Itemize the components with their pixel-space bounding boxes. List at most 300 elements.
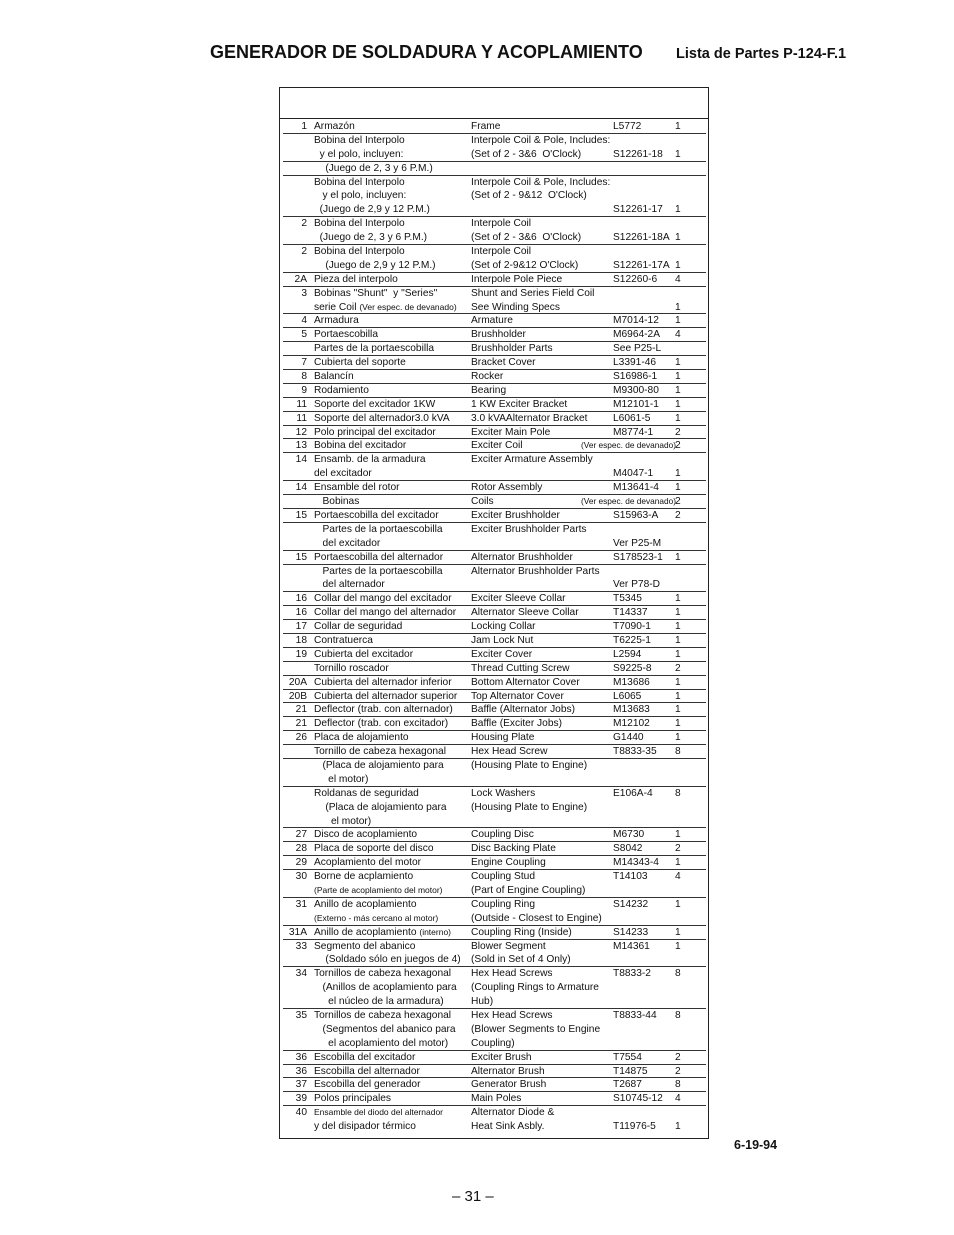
- description-spanish: Deflector (trab. con excitador): [314, 718, 449, 730]
- description-english: Hub): [471, 996, 494, 1008]
- description-spanish: Placa de soporte del disco: [314, 843, 434, 855]
- table-row: [283, 203, 706, 217]
- item-number: 39: [295, 1093, 307, 1105]
- quantity: 2: [675, 843, 681, 855]
- description-spanish: y el polo, incluyen:: [314, 148, 404, 160]
- description-english: (Part of Engine Coupling): [471, 884, 586, 896]
- quantity: 1: [675, 148, 681, 160]
- description-spanish: Disco de acoplamiento: [314, 829, 418, 841]
- part-number: G1440: [613, 732, 644, 744]
- description-spanish: Anillo de acoplamiento: [314, 898, 417, 910]
- description-english: Bearing: [471, 384, 507, 396]
- item-number: 18: [295, 634, 307, 646]
- description-spanish: Tornillos de cabeza hexagonal: [314, 968, 452, 980]
- description-english: Exciter Armature Assembly: [471, 454, 593, 466]
- description-english: Brushholder: [471, 329, 526, 341]
- quantity: 4: [675, 871, 681, 883]
- description-english: Thread Cutting Screw: [471, 662, 570, 674]
- small-note: Ensamble del diodo del alternador: [314, 1107, 444, 1118]
- description-english: Shunt and Series Field Coil: [471, 287, 595, 299]
- table-row: [283, 731, 706, 745]
- item-number: 11: [296, 398, 307, 410]
- small-note: (Parte de acoplamiento del motor): [314, 884, 443, 895]
- description-spanish: del alternador: [314, 579, 385, 591]
- quantity: 1: [675, 940, 681, 952]
- item-number: 12: [295, 426, 307, 438]
- table-row: [283, 995, 706, 1009]
- table-row: [283, 426, 706, 440]
- table-row: [283, 1051, 706, 1065]
- quantity: 1: [675, 259, 681, 271]
- table-row: [283, 898, 706, 912]
- description-spanish: Acoplamiento del motor: [314, 857, 422, 869]
- part-number: M6730: [613, 829, 645, 841]
- description-english: Locking Collar: [471, 621, 536, 633]
- item-number: 20B: [288, 690, 307, 702]
- item-number: 5: [301, 329, 307, 341]
- table-row: [283, 287, 706, 301]
- description-english: Interpole Coil & Pole, Includes:: [471, 134, 611, 146]
- item-number: 2: [301, 246, 307, 258]
- description-spanish: Bobina del Interpolo: [314, 218, 405, 230]
- table-row: [283, 523, 706, 537]
- part-number: T2687: [613, 1079, 642, 1091]
- small-note: (Externo - más cercano al motor): [314, 912, 439, 923]
- revision-date: 6-19-94: [734, 1138, 778, 1152]
- description-spanish: Tornillo roscador: [314, 662, 389, 674]
- description-spanish: Roldanas de seguridad: [314, 787, 419, 799]
- description-english: Frame: [471, 121, 501, 132]
- table-row: [283, 1037, 706, 1051]
- quantity: 1: [675, 732, 681, 744]
- description-english: Housing Plate: [471, 732, 535, 744]
- description-english: Coupling Ring: [471, 898, 535, 910]
- quantity: 1: [675, 690, 681, 702]
- description-spanish: Escobilla del generador: [314, 1079, 421, 1091]
- table-row: [283, 467, 706, 481]
- part-number: S15963-A: [613, 509, 659, 521]
- item-number: 13: [295, 440, 307, 452]
- table-header-divider: [279, 118, 709, 119]
- description-english: Blower Segment: [471, 940, 546, 952]
- quantity: 1: [675, 621, 681, 633]
- item-number: 2A: [294, 273, 307, 285]
- description-english: Jam Lock Nut: [471, 634, 534, 646]
- description-spanish: Escobilla del alternador: [314, 1065, 420, 1077]
- table-row: [283, 912, 706, 926]
- quantity: 1: [675, 1121, 681, 1133]
- page-title: GENERADOR DE SOLDADURA Y ACOPLAMIENTO: [210, 42, 643, 62]
- part-number: T14337: [613, 607, 648, 619]
- part-number: See P25-L: [613, 343, 662, 355]
- description-spanish: el motor): [314, 815, 372, 827]
- description-spanish: Portaescobilla del alternador: [314, 551, 444, 563]
- description-spanish: [314, 884, 443, 898]
- description-spanish: (Anillos de acoplamiento para: [314, 982, 457, 994]
- item-number: 37: [295, 1079, 307, 1091]
- item-number: 4: [301, 315, 307, 327]
- table-row: [283, 787, 706, 801]
- description-spanish: Segmento del abanico: [314, 940, 416, 952]
- description-english: (Set of 2 - 3&6 O'Clock): [471, 232, 582, 244]
- description-english: Alternator Sleeve Collar: [471, 607, 579, 619]
- table-row: [283, 551, 706, 565]
- quantity: 8: [675, 787, 681, 799]
- description-english: Coils: [471, 496, 494, 508]
- description-english: Coupling): [471, 1037, 515, 1049]
- quantity: 1: [675, 301, 681, 313]
- item-number: 1: [301, 121, 307, 132]
- description-english: Hex Head Screws: [471, 968, 553, 980]
- description-english: Rocker: [471, 371, 504, 383]
- description-spanish: Bobina del Interpolo: [314, 176, 405, 188]
- item-number: 9: [301, 384, 307, 396]
- table-row: [283, 676, 706, 690]
- table-row: [283, 926, 706, 940]
- description-spanish: (Placa de alojamiento para: [314, 759, 444, 771]
- part-number: S12261-18: [613, 148, 663, 160]
- table-row: [283, 717, 706, 731]
- table-row: [283, 398, 706, 412]
- part-number: T6225-1: [613, 634, 651, 646]
- description-english: Hex Head Screw: [471, 746, 548, 758]
- description-english: Alternator Brush: [471, 1065, 545, 1077]
- quantity: 1: [675, 398, 681, 410]
- small-note: (Ver espec. de devanado): [581, 496, 677, 507]
- item-number: 3: [301, 287, 307, 299]
- description-english: Coupling Ring (Inside): [471, 926, 572, 938]
- quantity: 1: [675, 371, 681, 383]
- description-spanish: (Juego de 2, 3 y 6 P.M.): [314, 162, 433, 174]
- table-row: [283, 870, 706, 884]
- description-spanish: Armazón: [314, 121, 355, 132]
- table-row: [283, 481, 706, 495]
- part-number: M4047-1: [613, 468, 654, 480]
- table-row: [283, 231, 706, 245]
- description-spanish: Cubierta del alternador inferior: [314, 676, 452, 688]
- description-english: Interpole Coil & Pole, Includes:: [471, 176, 611, 188]
- small-note: (Ver espec. de devanado): [359, 301, 457, 312]
- description-english: Top Alternator Cover: [471, 690, 564, 702]
- table-row: [283, 981, 706, 995]
- description-spanish: del excitador: [314, 537, 381, 549]
- description-spanish: Armadura: [314, 315, 359, 327]
- table-row: [283, 453, 706, 467]
- quantity: 4: [675, 1093, 681, 1105]
- table-row: [283, 773, 706, 787]
- item-number: 21: [295, 704, 307, 716]
- table-row: [283, 648, 706, 662]
- part-number: L6065: [613, 690, 642, 702]
- description-spanish: Cubierta del alternador superior: [314, 690, 458, 702]
- description-spanish: Polo principal del excitador: [314, 426, 436, 438]
- description-spanish: el motor): [314, 773, 369, 785]
- description-english: Exciter Coil: [471, 440, 523, 452]
- table-row: [283, 592, 706, 606]
- description-spanish: Anillo de acoplamiento (interno): [314, 926, 452, 938]
- description-spanish: Cubierta del excitador: [314, 648, 414, 660]
- quantity: 4: [675, 273, 681, 285]
- item-number: 7: [301, 357, 307, 369]
- table-row: [283, 412, 706, 426]
- description-spanish: Rodamiento: [314, 384, 369, 396]
- part-number: M13641-4: [613, 482, 659, 494]
- description-spanish: Partes de la portaescobilla: [314, 523, 443, 535]
- table-row: [283, 259, 706, 273]
- description-spanish: (Soldado sólo en juegos de 4): [314, 954, 461, 966]
- quantity: 1: [675, 204, 681, 216]
- table-row: [283, 148, 706, 162]
- description-english: (Blower Segments to Engine: [471, 1023, 601, 1035]
- small-note: (Ver espec. de devanado): [581, 440, 677, 451]
- table-row: [283, 842, 706, 856]
- description-english: (Sold in Set of 4 Only): [471, 954, 571, 966]
- description-english: Baffle (Exciter Jobs): [471, 718, 562, 730]
- part-number: T11976-5: [613, 1121, 656, 1133]
- part-number: Ver P78-D: [613, 579, 660, 591]
- quantity: 1: [675, 857, 681, 869]
- description-english: Baffle (Alternator Jobs): [471, 704, 575, 716]
- description-english: See Winding Specs: [471, 301, 560, 313]
- description-spanish: Soporte del alternador3.0 kVA: [314, 412, 450, 424]
- item-number: 36: [295, 1051, 307, 1063]
- description-english: Generator Brush: [471, 1079, 547, 1091]
- description-spanish: el acoplamiento del motor): [314, 1037, 449, 1049]
- quantity: 1: [675, 718, 681, 730]
- description-english: Coupling Stud: [471, 871, 536, 883]
- description-english: Exciter Main Pole: [471, 426, 551, 438]
- part-number: E106A-4: [613, 787, 653, 799]
- quantity: 1: [675, 607, 681, 619]
- parts-table: [283, 120, 706, 1134]
- quantity: 1: [675, 315, 681, 327]
- description-spanish: Cubierta del soporte: [314, 357, 406, 369]
- table-row: [283, 1106, 706, 1120]
- quantity: 1: [675, 384, 681, 396]
- description-spanish: Tornillos de cabeza hexagonal: [314, 1010, 452, 1021]
- table-row: [283, 884, 706, 898]
- quantity: 2: [675, 509, 681, 521]
- table-row: [283, 703, 706, 717]
- part-number: S8042: [613, 843, 643, 855]
- table-row: [283, 940, 706, 954]
- item-number: 33: [295, 940, 307, 952]
- description-english: (Outside - Closest to Engine): [471, 912, 602, 924]
- quantity: 8: [675, 746, 681, 758]
- table-row: [283, 801, 706, 815]
- part-number: L3391-46: [613, 357, 657, 369]
- part-number: M13686: [613, 676, 650, 688]
- quantity: 2: [675, 662, 681, 674]
- description-spanish: Soporte del excitador 1KW: [314, 398, 436, 410]
- description-spanish: y del disipador térmico: [314, 1121, 416, 1133]
- item-number: 31: [295, 898, 307, 910]
- table-row: [283, 537, 706, 551]
- description-spanish: Bobina del Interpolo: [314, 134, 405, 146]
- description-english: Exciter Brushholder: [471, 509, 560, 521]
- description-spanish: Balancín: [314, 371, 354, 383]
- table-row: [283, 120, 706, 134]
- description-english: (Housing Plate to Engine): [471, 801, 588, 813]
- description-english: (Set of 2-9&12 O'Clock): [471, 259, 579, 271]
- description-english: Alternator Diode &: [471, 1107, 555, 1119]
- quantity: 1: [675, 898, 681, 910]
- item-number: 30: [295, 871, 307, 883]
- item-number: 21: [295, 718, 307, 730]
- description-english: Bracket Cover: [471, 357, 536, 369]
- part-number: T14875: [613, 1065, 648, 1077]
- part-number: S14232: [613, 898, 649, 910]
- description-english: Interpole Coil: [471, 218, 532, 230]
- description-spanish: Bobina del excitador: [314, 440, 407, 452]
- description-english: Bottom Alternator Cover: [471, 676, 580, 688]
- table-row: [283, 565, 706, 579]
- part-number: Ver P25-M: [613, 537, 662, 549]
- table-row: [283, 495, 706, 509]
- item-number: 31A: [288, 926, 307, 938]
- table-row: [283, 1065, 706, 1079]
- description-spanish: Escobilla del excitador: [314, 1051, 416, 1063]
- description-spanish: Borne de acplamiento: [314, 871, 414, 883]
- part-number: S12261-18A: [613, 232, 670, 244]
- description-english: Brushholder Parts: [471, 343, 553, 355]
- part-number: M13683: [613, 704, 650, 716]
- table-row: [283, 439, 706, 453]
- table-row: [283, 328, 706, 342]
- description-english: (Set of 2 - 9&12 O'Clock): [471, 190, 587, 202]
- description-spanish: Pieza del interpolo: [314, 273, 398, 285]
- table-row: [283, 342, 706, 356]
- part-number: L6061-5: [613, 412, 651, 424]
- table-row: [283, 759, 706, 773]
- item-number: 14: [295, 454, 307, 466]
- description-spanish: Polos principales: [314, 1093, 392, 1105]
- description-english: Engine Coupling: [471, 857, 546, 869]
- item-number: 27: [295, 829, 307, 841]
- part-number: S12260-6: [613, 273, 658, 285]
- description-spanish: serie Coil (Ver espec. de devanado): [314, 301, 457, 313]
- description-spanish: Partes de la portaescobilla: [314, 343, 435, 355]
- description-english: Interpole Pole Piece: [471, 273, 563, 285]
- quantity: 2: [675, 1065, 681, 1077]
- description-spanish: Contratuerca: [314, 634, 373, 646]
- quantity: 1: [675, 357, 681, 369]
- description-spanish: Bobinas "Shunt" y "Series": [314, 287, 438, 299]
- description-spanish: Portaescobilla del excitador: [314, 509, 439, 521]
- part-number: M8774-1: [613, 426, 654, 438]
- part-number: M14343-4: [613, 857, 659, 869]
- description-english: Main Poles: [471, 1093, 522, 1105]
- part-number: T7090-1: [613, 621, 651, 633]
- table-row: [283, 606, 706, 620]
- quantity: 1: [675, 551, 681, 563]
- description-spanish: Collar de seguridad: [314, 621, 403, 633]
- quantity: 2: [675, 426, 681, 438]
- table-row: [283, 620, 706, 634]
- quantity: 1: [675, 926, 681, 938]
- description-spanish: (Juego de 2,9 y 12 P.M.): [314, 204, 430, 216]
- description-spanish: Deflector (trab. con alternador): [314, 704, 453, 716]
- description-spanish: (Segmentos del abanico para: [314, 1023, 456, 1035]
- table-row: [283, 314, 706, 328]
- part-number: T8833-35: [613, 746, 657, 758]
- description-spanish: [314, 912, 438, 926]
- item-number: 11: [296, 412, 307, 424]
- table-row: [283, 1009, 706, 1023]
- table-row: [283, 578, 706, 592]
- description-english: Heat Sink Asbly.: [471, 1121, 545, 1133]
- quantity: 1: [675, 634, 681, 646]
- description-spanish: (Placa de alojamiento para: [314, 801, 447, 813]
- description-english: (Set of 2 - 3&6 O'Clock): [471, 148, 582, 160]
- description-english: (Housing Plate to Engine): [471, 759, 588, 771]
- part-number: L5772: [613, 121, 642, 132]
- table-row: [283, 176, 706, 190]
- part-number: L2594: [613, 648, 642, 660]
- table-row: [283, 1120, 706, 1134]
- part-number: M12102: [613, 718, 650, 730]
- part-number: M7014-12: [613, 315, 659, 327]
- description-english: Exciter Sleeve Collar: [471, 593, 566, 605]
- description-english: Exciter Brush: [471, 1051, 532, 1063]
- table-row: [283, 815, 706, 829]
- parts-list-number: Lista de Partes P-124-F.1: [676, 46, 847, 62]
- description-spanish: [314, 1106, 443, 1120]
- quantity: 1: [675, 648, 681, 660]
- description-english: 3.0 kVAAlternator Bracket: [471, 412, 588, 424]
- description-spanish: Collar del mango del excitador: [314, 593, 452, 605]
- item-number: 29: [295, 857, 307, 869]
- description-english: Hex Head Screws: [471, 1010, 553, 1021]
- description-english: (Coupling Rings to Armature: [471, 982, 599, 994]
- description-spanish: del excitador: [314, 468, 372, 480]
- table-row: [283, 356, 706, 370]
- table-row: [283, 1092, 706, 1106]
- table-row: [283, 134, 706, 148]
- page-number: – 31 –: [452, 1188, 494, 1205]
- quantity: 2: [675, 1051, 681, 1063]
- quantity: 1: [675, 593, 681, 605]
- part-number: T8833-44: [613, 1010, 657, 1021]
- description-english: Exciter Cover: [471, 648, 533, 660]
- table-row: [283, 953, 706, 967]
- table-row: [283, 634, 706, 648]
- part-number: M9300-80: [613, 384, 659, 396]
- quantity: 1: [675, 412, 681, 424]
- description-spanish: el núcleo de la armadura): [314, 996, 444, 1008]
- part-number: S14233: [613, 926, 649, 938]
- item-number: 14: [295, 482, 307, 494]
- part-number: S12261-17A: [613, 259, 670, 271]
- description-spanish: Ensamb. de la armadura: [314, 454, 426, 466]
- description-english: Lock Washers: [471, 787, 536, 799]
- table-row: [283, 384, 706, 398]
- table-row: [283, 217, 706, 231]
- part-number: S16986-1: [613, 371, 658, 383]
- table-row: [283, 301, 706, 315]
- description-spanish: y el polo, incluyen:: [314, 190, 407, 202]
- item-number: 35: [295, 1010, 307, 1021]
- table-row: [283, 745, 706, 759]
- quantity: 1: [675, 232, 681, 244]
- description-spanish: (Juego de 2,9 y 12 P.M.): [314, 259, 436, 271]
- quantity: 4: [675, 329, 681, 341]
- part-number: M12101-1: [613, 398, 659, 410]
- quantity: 8: [675, 1079, 681, 1091]
- table-row: [283, 828, 706, 842]
- quantity: 1: [675, 676, 681, 688]
- part-number: S9225-8: [613, 662, 652, 674]
